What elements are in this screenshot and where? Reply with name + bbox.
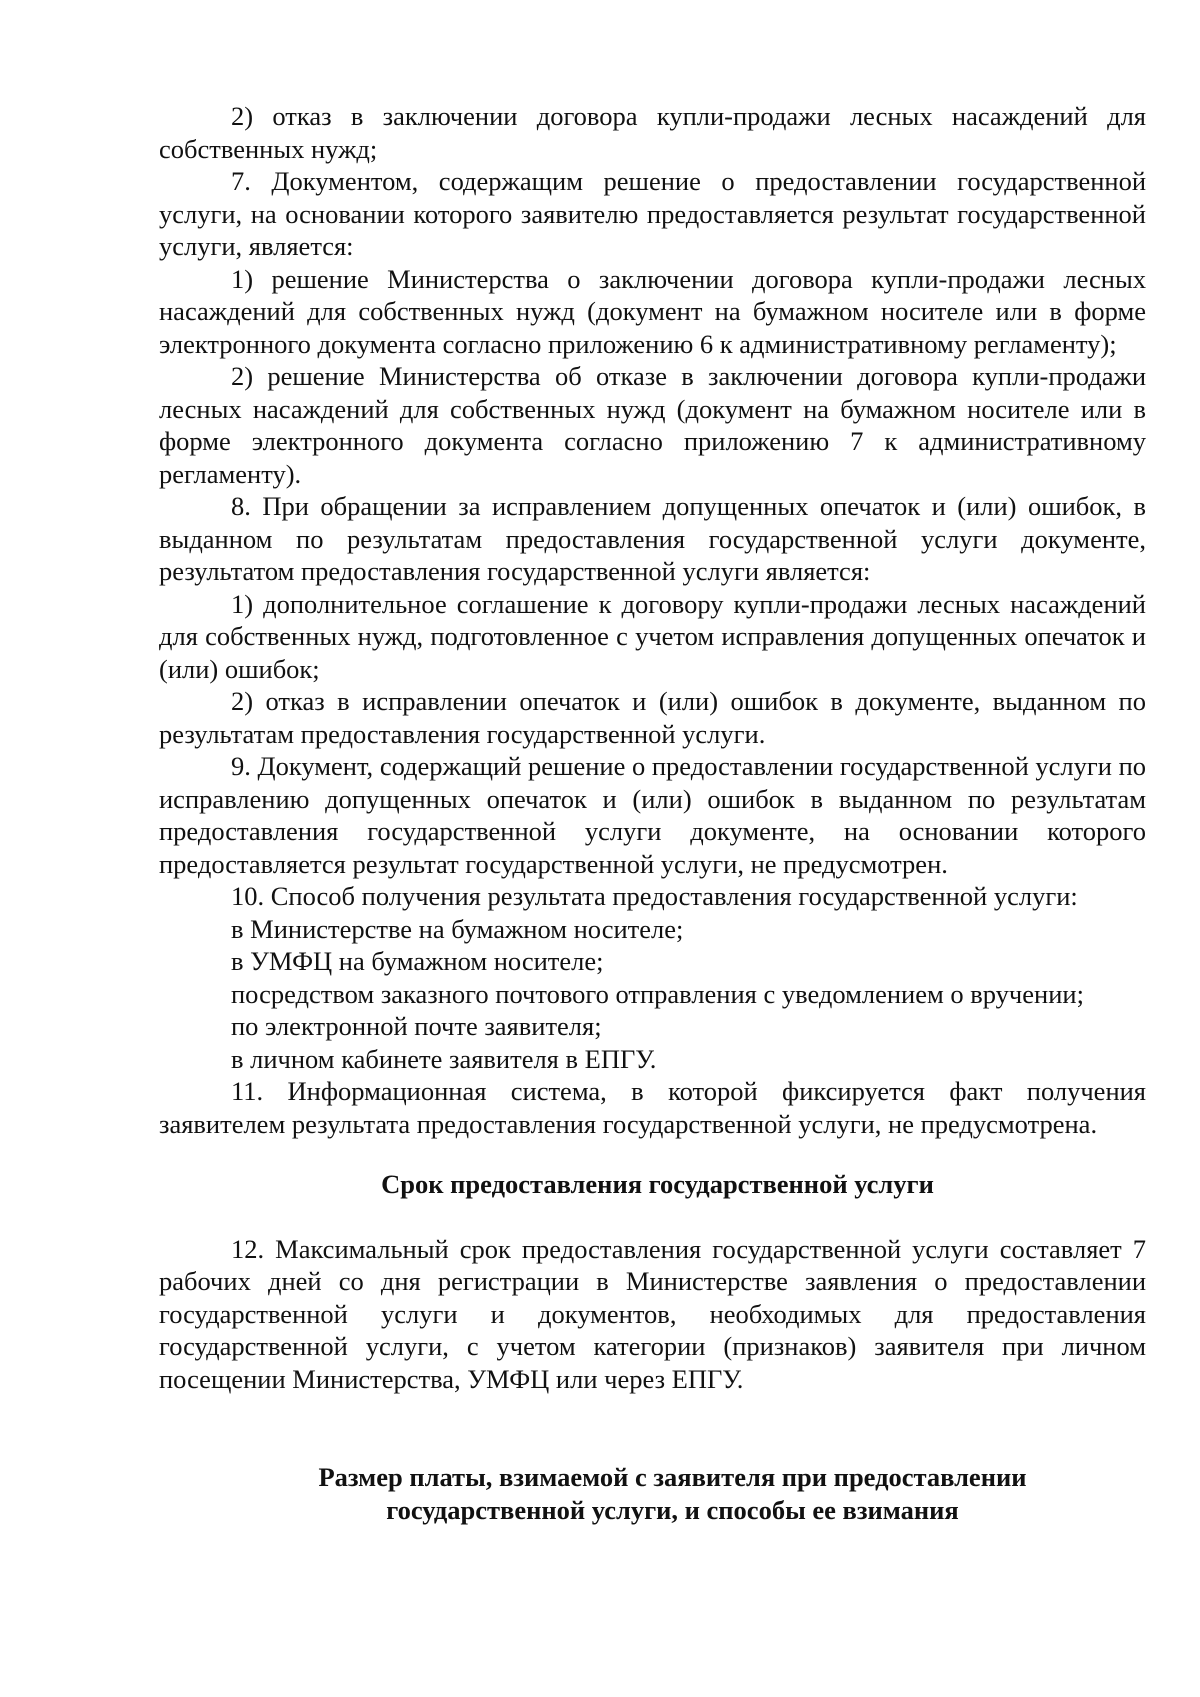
paragraph-11: 11. Информационная система, в которой фиксируется факт получения заявителем результата предоставления государственной услуги, не предусмотрена. (159, 1076, 1146, 1139)
paragraph-8: 8. При обращении за исправлением допущенных опечаток и (или) ошибок, в выданном по результатам предоставления государственной услуги документе, результатом предоставления государственной услуги является: (159, 491, 1146, 586)
receipt-method-item: по электронной почте заявителя; (231, 1011, 602, 1041)
receipt-method-item: в личном кабинете заявителя в ЕПГУ. (231, 1043, 657, 1074)
paragraph-10: 10. Способ получения результата предоставления государственной услуги: (231, 881, 1078, 911)
paragraph-12: 12. Максимальный срок предоставления государственной услуги составляет 7 рабочих дней со дня регистрации в Министерстве заявления о предоставлении государственной услуги и документов, необходимых для предоставления государственной услуги, с учетом категории (признаков) заявителя при личном посещении Министерства, УМФЦ или через ЕПГУ. (159, 1233, 1146, 1394)
section-heading-term: Срок предоставления государственной услуги (381, 1169, 934, 1199)
receipt-method-item: в УМФЦ на бумажном носителе; (231, 946, 604, 976)
section-heading-fee (159, 1461, 1146, 1526)
paragraph-8-item-1: 1) дополнительное соглашение к договору купли-продажи лесных насаждений для собственных нужд, подготовленное с учетом исправления допущенных опечаток и (или) ошибок; (159, 588, 1146, 684)
section-heading-fee-line-1: Размер платы, взимаемой с заявителя при предоставлении (318, 1462, 1027, 1492)
paragraph-8-item-2: 2) отказ в исправлении опечаток и (или) ошибок в документе, выданном по результатам предоставления государственной услуги. (159, 686, 1146, 749)
paragraph-7: 7. Документом, содержащим решение о предоставлении государственной услуги, на основании которого заявителю предоставляется результат государственной услуги, является: (159, 166, 1146, 261)
receipt-method-item: посредством заказного почтового отправления с уведомлением о вручении; (231, 978, 1084, 1009)
document-page (159, 100, 1146, 1526)
paragraph-refusal-item: 2) отказ в заключении договора купли-продажи лесных насаждений для собственных нужд; (159, 101, 1146, 164)
receipt-method-item: в Министерстве на бумажном носителе; (231, 913, 684, 944)
paragraph-9: 9. Документ, содержащий решение о предоставлении государственной услуги по исправлению допущенных опечаток и (или) ошибок в выданном по результатам предоставления государственной услуги документе, на основании которого предоставляется результат государственной услуги, не предусмотрен. (159, 751, 1146, 879)
paragraph-7-item-1: 1) решение Министерства о заключении договора купли-продажи лесных насаждений для собственных нужд (документ на бумажном носителе или в форме электронного документа согласно приложению 6 к административному регламенту); (159, 263, 1146, 359)
paragraph-7-item-2: 2) решение Министерства об отказе в заключении договора купли-продажи лесных насаждений для собственных нужд (документ на бумажном носителе или в форме электронного документа согласно приложению 7 к административному регламенту). (159, 361, 1146, 489)
section-heading-fee-line-2: государственной услуги, и способы ее взимания (386, 1494, 959, 1525)
